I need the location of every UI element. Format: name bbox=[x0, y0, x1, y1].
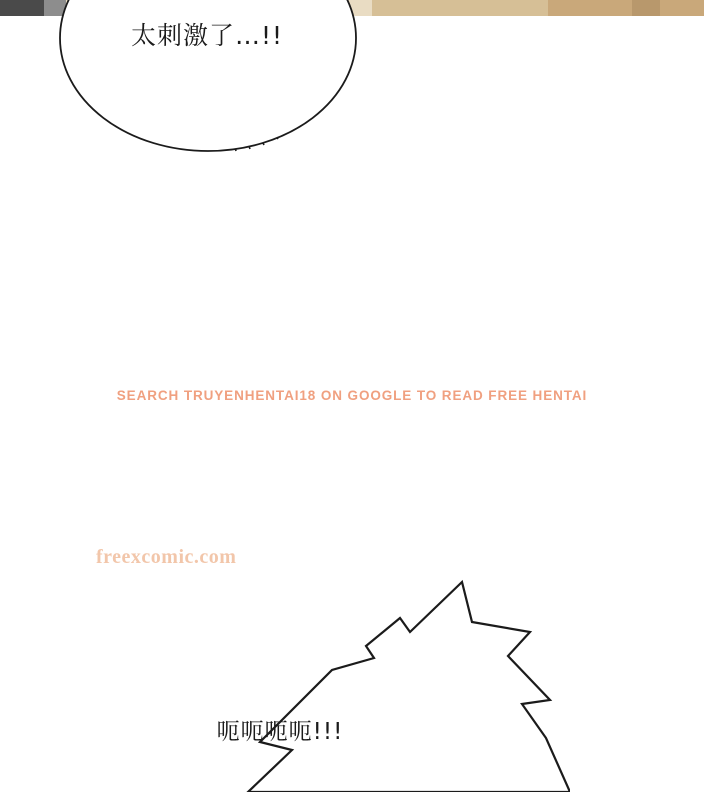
site-watermark: freexcomic.com bbox=[96, 546, 237, 568]
bottom-speech-bubble bbox=[110, 560, 570, 792]
wood-dark-band bbox=[0, 0, 44, 16]
bottom-bubble-text: 呃呃呃呃!!! bbox=[216, 719, 344, 745]
panel-shadow-band bbox=[632, 0, 660, 16]
bubble-body bbox=[248, 582, 570, 792]
panel-left-band bbox=[372, 0, 548, 16]
panel-right-band bbox=[548, 0, 704, 16]
top-bubble-text: 太刺激了…!! bbox=[130, 21, 284, 50]
promo-banner: SEARCH TRUYENHENTAI18 ON GOOGLE TO READ FREE HENTAI bbox=[116, 388, 588, 403]
